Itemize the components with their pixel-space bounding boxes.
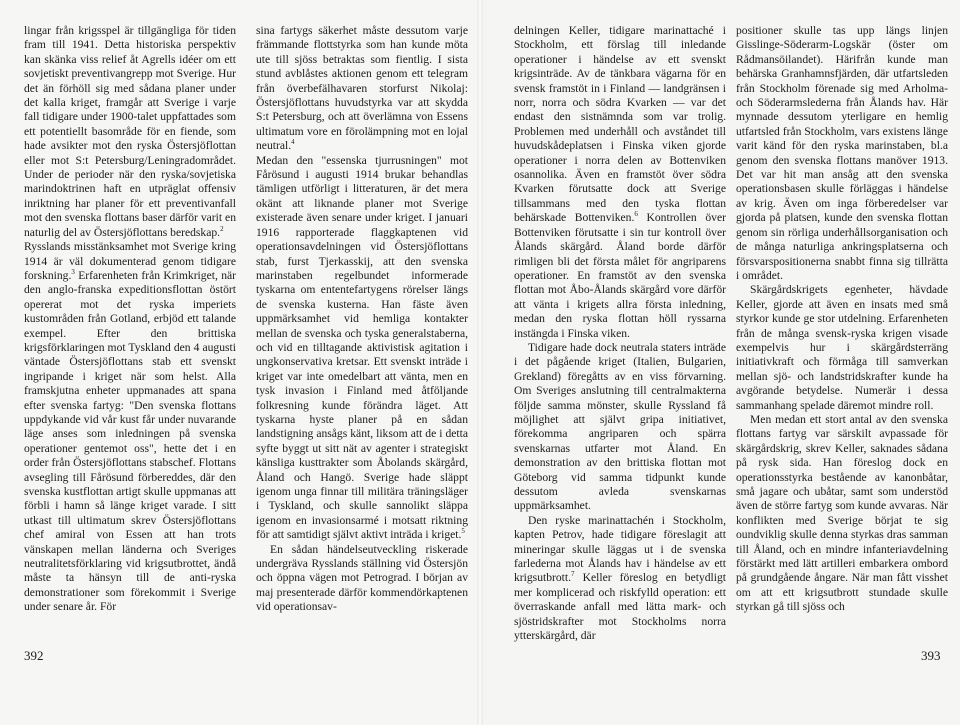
book-gutter	[477, 0, 483, 725]
paragraph-text: Men medan ett stort antal av den svenska flottans fartyg var särskilt avpassade för skärgårdskrig, skrev Keller, saknades sådana på rysk sida. Han föreslog dock en operationsstyrka bestående av kanonbåtar, små jagare och ubåtar, samt som understöd även de större fartyg som kunde avvaras. När konflikten med Sverige börjat te sig oundviklig skulle denna styrkas dras samman till Åland, och en mindre infanteriavdelning förstärkt med lätt artilleri embarkera ombord på grundgående ångare. När man fått visshet om att ett krigsutbrott stundade skulle styrkan gå till sjöss och	[736, 412, 948, 614]
paragraph	[24, 24, 236, 240]
paragraph-text: Medan den "essenska tjurrusningen" mot Fårösund i augusti 1914 brukar behandlas tämligen utförligt i litteraturen, är det mera okänt att liknande planer mot Sverige existerade även senare under kriget. I januari 1916 rapporterade flaggkaptenen vid operationsavdelningen vid Östersjöflottans stab, furst Tjerkasskij, att den svenska marinstaben regelbundet informerade tyskarna om ententefartygens rörelser längs de svenska kusterna. Han fäste även uppmärksamhet vid hemliga kontakter mellan de svenska och tyska generalstaberna, och vid en tilltagande aktivistisk agitation i ungkonservativa kretsar. Ett svenskt inträde i kriget var inte omedelbart att vänta, men en tysk invasion i Finland med åtföljande folkresning kunde förändra läget. Att tyskarna hyste planer på en sådan landstigning ansågs känt, liksom att de i detta syfte byggt ut sitt nät av agenter i strategiskt känsliga kusttrakter som Åbolands skärgård, Åland och Hangö. Sverige hade släppt igenom unga finnar till militära träningsläger i Tyskland, och skulle sannolikt släppa igenom en invasionsarmé i motsatt riktning för att samtidigt självt aktivt inträda i kriget.	[256, 153, 468, 542]
footnote-marker: 4	[291, 138, 295, 147]
footnote-marker: 2	[220, 224, 224, 233]
paragraph	[24, 240, 236, 615]
paragraph-text: En sådan händelseutveckling riskerade undergräva Rysslands ställning vid Östersjön och öppna vägen mot Petrograd. I början av maj presenterade därför kommendörkaptenen vid operationsav-	[256, 542, 468, 614]
paragraph	[514, 514, 726, 644]
paragraph	[736, 24, 948, 283]
paragraph	[736, 283, 948, 413]
paragraph-text: positioner skulle tas upp längs linjen Gisslinge-Söderarm-Logskär (öster om Rådmansöilandet). Härifrån kunde man behärska Granhamnsfjärden, där utfartsleden från Stockholm förenade sig med Arholma- och Söderarmslederna från Ålands hav. Här mynnade dessutom yterligare en hemlig utfartsled från Stockholm, vars existens länge varit känd för den ryska marinstaben, bl.a genom den svenska flottans manöver 1913. Det var hit man ansåg att den svenska operationsbasen skulle förläggas i händelse av krig. Även om inga förberedelser var gjorda på platsen, kunde den svenska flottan genom sin rörliga underhållsorganisation och de många naturliga ankringsplatserna och försvarspositionerna snabbt finna sig tillrätta i området.	[736, 24, 948, 282]
footnote-marker: 5	[461, 527, 465, 536]
paragraph	[514, 341, 726, 514]
paragraph-text: lingar från krigsspel är tillgängliga för tiden fram till 1941. Detta historiska perspektiv kan skänka viss relief åt Agrells idéer om ett sovjetiskt preventivangrepp mot Sverige. Hur det än förhöll sig med sådana planer under det kalla kriget, framgår att Sverige i varje fall tidigare under 1900-talet uppfattades som ett potentiellt basområde för en fiende, som hade avsikter mot den ryska Östersjöflottan eller mot S:t Petersburg/Leningradområdet. Under de perioder när den ryska/sovjetiska marindoktrinen haft en utpräglat offensiv inriktning har planer för ett preventivanfall mot den svenska flottans baser därför varit en naturlig del av Östersjöflottans beredskap.	[24, 24, 236, 239]
paragraph	[514, 24, 726, 341]
paragraph-text: delningen Keller, tidigare marinattaché i Stockholm, ett förslag till inledande operationer i händelse av ett svenskt krigsinträde. Av de tänkbara vägarna för en svensk framstöt in i Finland — landgränsen i norr, norra och södra Kvarken — var det endast den sistnämnda som var trolig. Problemen med underhåll och avståndet till huvudskådeplatsen i Finska viken gjorde operationer i norra delen av Bottenviken osannolika. Även en framstöt över södra Kvarken förutsatte dock att Sverige tillsammans med den tyska flottan behärskade Bottenviken.	[514, 24, 726, 225]
paragraph-text: Skärgårdskrigets egenheter, hävdade Keller, gjorde att även en insats med små styrkor kunde ge stor utdelning. Erfarenheten från de många svensk-ryska krigen visade exempelvis hur i skärgårdsterräng initiativkraft och förmåga till samverkan mellan sjö- och landstridskrafter kunde ha avgörande betydelse. Numerär i dessa sammanhang spelade däremot mindre roll.	[736, 283, 948, 412]
paragraph-text: Den ryske marinattachén i Stockholm, kapten Petrov, hade tidigare föreslagit att mineringar skulle läggas ut i de svenska farlederna mot Ålands hav i händelse av ett krigsutbrott.	[514, 513, 726, 585]
footnote-marker: 6	[634, 210, 638, 219]
text-column-left-1	[24, 24, 236, 644]
paragraph	[256, 543, 468, 615]
paragraph-text-continued: Erfarenheten från Krimkriget, när den anglo-franska expeditionsflottan östört opererat mot det ryska imperiets kustområden från Gotland, erbjöd ett talande exempel. Efter den brittiska krigsförklaringen mot Tyskland den 4 augusti väntade Östersjöflottans stab ett svenskt ingripande i kriget när som helst. Alla framskjutna enheter uppmanades att spana efter svenska fartyg: "Den svenska flottans uppdykande vid vår kust får under nuvarande läge anses som inledningen på svenska operationer gentemot oss", hette det i en order från Östersjöflottans stabschef. Flottans avsegling till Fårösund förbereddes, där den svenska kustflottan artigt skulle uppmanas att förbli i hamn så länge kriget varade. I sitt utkast till ultimatum skrev Östersjöflottans chef amiral von Essen att han trots vänskapen mellan länderna och Sveriges neutralitetsförklaring vid krigsutbrottet, ändå måste ta hänsyn till de anti-ryska demonstrationer som förekommit i Sverige under senare år. För	[24, 268, 236, 614]
paragraph-text-continued: Kontrollen över Bottenviken förutsatte i sin tur kontroll över Ålands skärgård. Åland borde därför rimligen bli det första målet för angriparens operationer. En framstöt av den svenska flottan mot Åbo-Ålands skärgård vore därför att vänta i krigets allra första inledning, medan den ryska flottan höll ryssarna instängda i Finska viken.	[514, 211, 726, 340]
page-number-right: 393	[921, 648, 941, 663]
paragraph-text: Tidigare hade dock neutrala staters inträde i det pågående kriget (Italien, Bulgarien, Grekland) föregåtts av en viss förvarning. Om Sveriges anslutning till centralmakterna följde samma mönster, skulle Ryssland få möjlighet att självt gripa initiativet, förekomma angriparen och spärra svenskarnas utfarter mot Åland. En demonstration av den brittiska flottan mot Göteborg vid samma tidpunkt kunde dessutom avleda svenskarnas uppmärksamhet.	[514, 340, 726, 513]
footnote-marker: 7	[571, 570, 575, 579]
paragraph	[256, 154, 468, 543]
text-column-left-2	[256, 24, 468, 644]
paragraph	[256, 24, 468, 154]
paragraph-text: sina fartygs säkerhet måste dessutom varje främmande flottstyrka som han kunde möta ute till sjöss betraktas som fientlig. I sista stund avblåstes aktionen genom ett telegram från överbefälhavaren storfurst Nikolaj: Östersjöflottans huvudstyrka var att skydda S:t Petersburg, och att överlämna von Essens ultimatum vore en förolämpning mot en lojal neutral.	[256, 24, 468, 153]
text-column-right-2	[736, 24, 948, 644]
page-number-left: 392	[24, 648, 44, 663]
paragraph-text: Rysslands misstänksamhet mot Sverige kring 1914 är väl dokumenterad genom tidigare forskning.	[24, 240, 236, 282]
paragraph-text-continued: Keller föreslog en betydligt mer komplicerad och riskfylld operation: ett överraskande anfall med lätta mark- och sjöstridskrafter mot Stockholms norra ytterskärgård, där	[514, 571, 726, 643]
footnote-marker: 3	[71, 268, 75, 277]
paragraph	[736, 413, 948, 615]
text-column-right-1	[514, 24, 726, 644]
